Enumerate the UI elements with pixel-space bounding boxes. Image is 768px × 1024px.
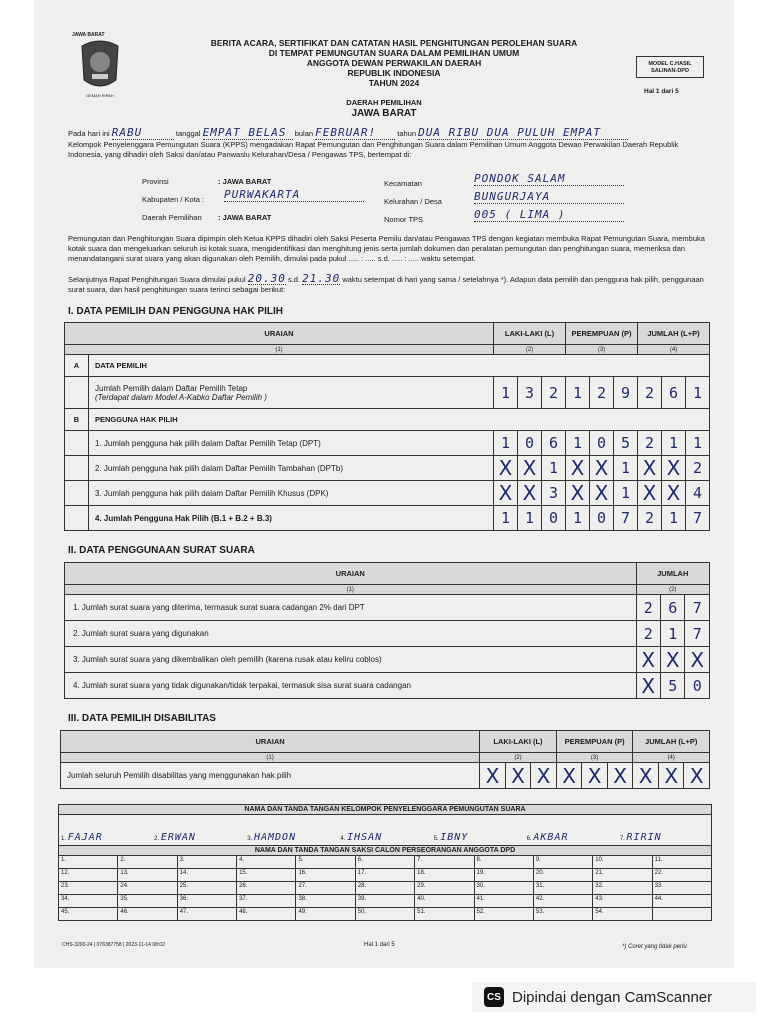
saksi-cell (237, 895, 296, 908)
s1-num-1: (1) (65, 345, 494, 355)
p2-start: Selanjutnya Rapat Penghitungan Suara dimulai pukul (68, 275, 246, 284)
saksi-number: 49. (298, 909, 307, 915)
dpt-digit: 9 (614, 377, 638, 409)
section-1-table (64, 322, 710, 531)
header-line-3: ANGGOTA DEWAN PERWAKILAN DAERAH (306, 58, 482, 68)
saksi-cell (593, 882, 652, 895)
s3-row-label: Jumlah seluruh Pemilih disabilitas yang menggunakan hak pilih (61, 763, 480, 789)
s3-digit: X (505, 763, 531, 789)
b2-digit: 2 (686, 456, 710, 481)
s1-col-uraian: URAIAN (65, 323, 494, 345)
s2-num-1: (1) (65, 585, 637, 595)
s2-col-uraian: URAIAN (65, 563, 637, 585)
kpps-signature-6 (525, 830, 618, 845)
dpt-digit: 6 (662, 377, 686, 409)
saksi-number: 14. (179, 870, 189, 876)
saksi-cell (59, 895, 118, 908)
saksi-cell (474, 895, 533, 908)
header-line-5: TAHUN 2024 (368, 78, 420, 88)
saksi-number: 9. (535, 857, 541, 863)
s2-row-4-label: 4. Jumlah surat suara yang tidak digunakan/tidak terpakai, termasuk sisa surat suara cadangan (65, 673, 637, 699)
footer-code: CHS-3200-24 | 076387758 | 2023-11-14 08:02 (62, 942, 165, 948)
daerah-value: : JAWA BARAT (218, 213, 272, 222)
kpps-signature-7 (618, 830, 711, 845)
saksi-number: 22. (654, 870, 663, 876)
saksi-cell (237, 908, 296, 921)
saksi-number: 5. (298, 857, 304, 863)
kpps-signatures (59, 815, 711, 845)
s2-row-4-digit: 5 (661, 673, 685, 699)
daerah-pemilihan-value: JAWA BARAT (351, 108, 417, 119)
saksi-cell (177, 869, 236, 882)
saksi-cell (296, 882, 355, 895)
p2-end: waktu setempat di hari yang sama / setelahnya *). Adapun data pemilih dan pengguna hak pilih, penggunaan surat suara, dan hasil penghitungan suara terinci sebagai berikut: (68, 275, 704, 294)
kpps-no: 7. (619, 836, 625, 842)
pada-hari-ini-label: Pada hari ini (68, 129, 110, 138)
kpps-no: 5. (433, 836, 439, 842)
b2-digit: X (590, 456, 614, 481)
kpps-no: 2. (154, 836, 160, 842)
saksi-number: 16. (298, 870, 307, 876)
logo-subtext: GEMAH RIPAH (86, 93, 114, 98)
model-box: MODEL C.HASIL SALINAN-DPD (636, 56, 704, 78)
b1-digit: 1 (686, 431, 710, 456)
kpps-signature-2 (152, 830, 245, 845)
saksi-number: 6. (357, 857, 363, 863)
saksi-number: 31. (535, 883, 545, 889)
b1-digit: 1 (566, 431, 590, 456)
dpt-label: Jumlah Pemilih dalam Daftar Pemilih Tetap (95, 383, 248, 393)
saksi-cell (533, 856, 592, 869)
s1-col-jumlah: JUMLAH (L+P) (638, 323, 710, 345)
saksi-cell (355, 882, 414, 895)
camscanner-watermark (472, 982, 756, 1012)
dpt-digit: 1 (566, 377, 590, 409)
saksi-cell (415, 869, 474, 882)
s3-digit: X (480, 763, 506, 789)
s3-digit: X (658, 763, 684, 789)
saksi-number: 8. (476, 857, 482, 863)
s1-b-label: B (65, 409, 89, 431)
s3-col-jumlah: JUMLAH (L+P) (633, 731, 710, 753)
b2-digit: X (638, 456, 662, 481)
saksi-number: 43. (595, 896, 604, 902)
saksi-cell (177, 895, 236, 908)
saksi-cell (415, 895, 474, 908)
saksi-cell (355, 908, 414, 921)
camscanner-text: Dipindai dengan CamScanner (512, 988, 713, 1006)
saksi-number: 45. (61, 909, 70, 915)
saksi-cell (296, 895, 355, 908)
s2-row-2-label: 2. Jumlah surat suara yang digunakan (65, 621, 637, 647)
b2-digit: X (494, 456, 518, 481)
saksi-number: 32. (595, 883, 604, 889)
s2-row-3-label: 3. Jumlah surat suara yang dikembalikan oleh pemilih (karena rusak atau keliru coblos) (65, 647, 637, 673)
saksi-cell (652, 895, 711, 908)
section-1-title: I. DATA PEMILIH DAN PENGGUNA HAK PILIH (68, 306, 283, 317)
bulan-label: bulan (294, 129, 314, 138)
dpt-digit: 1 (686, 377, 710, 409)
saksi-number: 12. (61, 870, 70, 876)
tps-value: 005 ( LIMA ) (474, 208, 624, 222)
kpps-name: IBNY (440, 832, 469, 843)
tahun-value: DUA RIBU DUA PULUH EMPAT (418, 126, 628, 140)
footer-page: Hal 1 dari 5 (364, 942, 395, 948)
b4-digit: 1 (566, 506, 590, 531)
s3-col-perempuan: PEREMPUAN (P) (556, 731, 633, 753)
saksi-number: 10. (595, 857, 604, 863)
s3-num-3: (3) (556, 753, 633, 763)
page-indicator: Hal 1 dari 5 (644, 88, 679, 95)
s3-digit: X (582, 763, 608, 789)
s2-row-3-digit: X (636, 647, 660, 673)
provinsi-label: Provinsi (142, 177, 169, 186)
saksi-number: 27. (298, 883, 307, 889)
body-paragraph-2 (68, 274, 708, 295)
document-header (184, 38, 604, 88)
saksi-cell (474, 869, 533, 882)
kelurahan-label: Kelurahan / Desa (384, 197, 442, 206)
saksi-number: 53. (535, 909, 545, 915)
saksi-cell (59, 908, 118, 921)
saksi-number: 47. (179, 909, 189, 915)
saksi-number: 26. (239, 883, 248, 889)
kabupaten-value: PURWAKARTA (224, 188, 364, 202)
saksi-number: 44. (654, 896, 663, 902)
b4-digit: 1 (662, 506, 686, 531)
saksi-number: 2. (120, 857, 126, 863)
s1-b-title: PENGGUNA HAK PILIH (89, 409, 710, 431)
document-sheet (34, 0, 734, 968)
saksi-cell (474, 882, 533, 895)
footer-note: *) Coret yang tidak perlu (622, 944, 687, 950)
time-end: 21.30 (302, 272, 341, 285)
daerah-label: Daerah Pemilihan (142, 213, 202, 222)
kpps-name: IHSAN (347, 832, 383, 843)
saksi-number: 28. (357, 883, 367, 889)
intro-paragraph: Kelompok Penyelenggara Pemungutan Suara (KPPS) mengadakan Rapat Pemungutan dan Penghitungan Suara dalam Pemilihan Umum Anggota Dewan Perwakilan Daerah Republik Indonesia, yang dihadiri oleh Saksi dan/atau Panwaslu Kelurahan/Desa / Pengawas TPS, bertempat di: (68, 140, 679, 159)
dpt-digit: 2 (590, 377, 614, 409)
saksi-number: 23. (61, 883, 70, 889)
dpt-label-cell (89, 377, 494, 409)
saksi-cell (118, 869, 177, 882)
s3-digit: X (607, 763, 633, 789)
kpps-no: 1. (61, 836, 67, 842)
b3-digit: X (662, 481, 686, 506)
kelurahan-value: BUNGURJAYA (474, 190, 624, 204)
b3-digit: X (494, 481, 518, 506)
jawa-barat-emblem-icon (78, 36, 122, 94)
saksi-number: 29. (417, 883, 426, 889)
kpps-signature-4 (338, 830, 431, 845)
saksi-number: 35. (120, 896, 129, 902)
saksi-number: 25. (179, 883, 189, 889)
camscanner-icon: CS (484, 987, 504, 1007)
kpps-signature-3 (245, 830, 338, 845)
section-3-table (60, 730, 710, 789)
b4-label: 4. Jumlah Pengguna Hak Pilih (B.1 + B.2 + B.3) (89, 506, 494, 531)
saksi-cell (593, 856, 652, 869)
s1-col-perempuan: PEREMPUAN (P) (566, 323, 638, 345)
saksi-number: 36. (179, 896, 189, 902)
saksi-number: 48. (239, 909, 248, 915)
kabupaten-label: Kabupaten / Kota : (142, 195, 205, 204)
saksi-number: 39. (357, 896, 367, 902)
saksi-cell (415, 856, 474, 869)
b4-digit: 7 (686, 506, 710, 531)
s2-row-2-digit: 2 (636, 621, 660, 647)
s1-col-laki: LAKI-LAKI (L) (494, 323, 566, 345)
kpps-name: RIRIN (626, 832, 662, 843)
kpps-title: NAMA DAN TANDA TANGAN KELOMPOK PENYELENGGARA PEMUNGUTAN SUARA (59, 805, 712, 815)
s3-digit: X (531, 763, 557, 789)
s1-num-4: (4) (638, 345, 710, 355)
dpt-sub: (Terdapat dalam Model A-Kabko Daftar Pemilih ) (95, 392, 267, 402)
kpps-name: HAMDON (253, 832, 297, 843)
saksi-number: 46. (120, 909, 129, 915)
saksi-cell (533, 895, 592, 908)
s1-a-title: DATA PEMILIH (89, 355, 710, 377)
saksi-cell (652, 856, 711, 869)
b4-digit: 0 (590, 506, 614, 531)
header-line-4: REPUBLIK INDONESIA (347, 68, 441, 78)
saksi-number: 40. (417, 896, 426, 902)
s3-digit: X (633, 763, 659, 789)
saksi-number: 50. (357, 909, 367, 915)
bulan-value: FEBRUAR! (315, 126, 395, 140)
kpps-no: 6. (526, 836, 532, 842)
tanggal-value: EMPAT BELAS (203, 126, 293, 140)
b2-digit: X (566, 456, 590, 481)
saksi-number: 3. (179, 857, 185, 863)
saksi-cell (355, 895, 414, 908)
saksi-cell (593, 869, 652, 882)
saksi-cell (59, 856, 118, 869)
saksi-number: 17. (357, 870, 367, 876)
b4-digit: 1 (494, 506, 518, 531)
saksi-number: 38. (298, 896, 307, 902)
saksi-number: 54. (595, 909, 604, 915)
b3-digit: X (638, 481, 662, 506)
b1-digit: 0 (590, 431, 614, 456)
s1-num-2: (2) (494, 345, 566, 355)
kecamatan-value: PONDOK SALAM (474, 172, 624, 186)
b3-digit: X (566, 481, 590, 506)
saksi-grid (59, 856, 712, 921)
b3-digit: X (518, 481, 542, 506)
dpt-digit: 2 (542, 377, 566, 409)
kpps-signature-5 (432, 830, 525, 845)
saksi-cell (237, 869, 296, 882)
s2-row-2-digit: 1 (661, 621, 685, 647)
saksi-number: 18. (417, 870, 426, 876)
tanggal-label: tanggal (175, 129, 201, 138)
time-start: 20.30 (247, 272, 286, 285)
saksi-cell (296, 856, 355, 869)
body-paragraph-1: Pemungutan dan Penghitungan Suara dipimpin oleh Ketua KPPS dihadiri oleh Saksi Peserta Pemilu dan/atau Pengawas TPS dengan kegiatan membuka Rapat Pemungutan Suara, membuka kotak suara dan mengeluarkan seluruh isi kotak suara, mengidentifikasi dan menghitung jenis serta jumlah dokumen dan peralatan pemungutan dan penghitungan suara, memeriksa dan menandatangani surat suara yang akan digunakan oleh Pemilih, dimulai pada pukul ..... : ..... s.d. ..... : ..... waktu setempat. (68, 234, 705, 263)
saksi-number: 51. (417, 909, 426, 915)
b2-digit: X (518, 456, 542, 481)
s2-col-jumlah: JUMLAH (636, 563, 709, 585)
tps-label: Nomor TPS (384, 215, 424, 224)
s3-col-uraian: URAIAN (61, 731, 480, 753)
s1-a-label: A (65, 355, 89, 377)
saksi-cell (593, 895, 652, 908)
saksi-cell (296, 869, 355, 882)
saksi-cell (533, 869, 592, 882)
b2-digit: 1 (542, 456, 566, 481)
kpps-no: 4. (340, 836, 346, 842)
saksi-number: 20. (535, 870, 545, 876)
saksi-number: 19. (476, 870, 485, 876)
saksi-cell (118, 895, 177, 908)
saksi-cell (652, 882, 711, 895)
saksi-number: 21. (595, 870, 604, 876)
saksi-cell (652, 869, 711, 882)
dpt-digit: 1 (494, 377, 518, 409)
saksi-cell (415, 908, 474, 921)
s2-row-1-digit: 7 (685, 595, 710, 621)
s2-row-4-digit: X (636, 673, 660, 699)
tahun-label: tahun (397, 129, 417, 138)
b1-digit: 0 (518, 431, 542, 456)
b4-digit: 0 (542, 506, 566, 531)
dpt-digit: 3 (518, 377, 542, 409)
s3-num-2: (2) (480, 753, 557, 763)
b1-label: 1. Jumlah pengguna hak pilih dalam Daftar Pemilih Tetap (DPT) (89, 431, 494, 456)
saksi-cell (474, 908, 533, 921)
saksi-number: 42. (535, 896, 545, 902)
b2-digit: 1 (614, 456, 638, 481)
saksi-number: 33. (654, 883, 663, 889)
s3-num-4: (4) (633, 753, 710, 763)
b3-digit: 1 (614, 481, 638, 506)
s2-row-1-digit: 2 (636, 595, 660, 621)
header-line-2: DI TEMPAT PEMUNGUTAN SUARA DALAM PEMILIHAN UMUM (268, 48, 520, 58)
kpps-name: ERWAN (160, 832, 196, 843)
b2-digit: X (662, 456, 686, 481)
s3-digit: X (684, 763, 710, 789)
kpps-name: AKBAR (533, 832, 569, 843)
b4-digit: 1 (518, 506, 542, 531)
s3-num-1: (1) (61, 753, 480, 763)
hari-value: RABU (112, 126, 174, 140)
b1-digit: 1 (494, 431, 518, 456)
b4-digit: 2 (638, 506, 662, 531)
s3-digit: X (556, 763, 582, 789)
s2-row-1-digit: 6 (661, 595, 685, 621)
section-2-table (64, 562, 710, 699)
saksi-cell (355, 856, 414, 869)
saksi-number: 52. (476, 909, 485, 915)
b4-digit: 7 (614, 506, 638, 531)
saksi-cell (59, 882, 118, 895)
saksi-cell (415, 882, 474, 895)
section-3-title: III. DATA PEMILIH DISABILITAS (68, 713, 216, 724)
saksi-empty-cell (652, 908, 711, 921)
s3-col-laki: LAKI-LAKI (L) (480, 731, 557, 753)
b3-digit: X (590, 481, 614, 506)
saksi-cell (593, 908, 652, 921)
b3-label: 3. Jumlah pengguna hak pilih dalam Daftar Pemilih Khusus (DPK) (89, 481, 494, 506)
kpps-name: FAJAR (67, 832, 103, 843)
b1-digit: 2 (638, 431, 662, 456)
saksi-cell (533, 882, 592, 895)
saksi-cell (237, 882, 296, 895)
s2-num-2: (2) (636, 585, 709, 595)
saksi-cell (355, 869, 414, 882)
signature-table (58, 804, 712, 921)
saksi-cell (474, 856, 533, 869)
saksi-number: 1. (61, 857, 67, 863)
s2-row-3-digit: X (685, 647, 710, 673)
saksi-cell (177, 908, 236, 921)
kecamatan-label: Kecamatan (384, 179, 422, 188)
s2-row-1-label: 1. Jumlah surat suara yang diterima, termasuk surat suara cadangan 2% dari DPT (65, 595, 637, 621)
s2-row-2-digit: 7 (685, 621, 710, 647)
b1-digit: 5 (614, 431, 638, 456)
saksi-cell (118, 908, 177, 921)
saksi-cell (177, 856, 236, 869)
saksi-cell (59, 869, 118, 882)
daerah-pemilihan-label: DAERAH PEMILIHAN (346, 98, 422, 107)
s2-row-3-digit: X (661, 647, 685, 673)
saksi-number: 41. (476, 896, 485, 902)
saksi-number: 11. (654, 857, 663, 863)
saksi-cell (533, 908, 592, 921)
b3-digit: 4 (686, 481, 710, 506)
dpt-digit: 2 (638, 377, 662, 409)
saksi-number: 15. (239, 870, 248, 876)
saksi-title: NAMA DAN TANDA TANGAN SAKSI CALON PERSEORANGAN ANGGOTA DPD (59, 846, 712, 856)
saksi-number: 13. (120, 870, 129, 876)
saksi-number: 24. (120, 883, 129, 889)
saksi-number: 7. (417, 857, 423, 863)
saksi-cell (237, 856, 296, 869)
saksi-cell (118, 882, 177, 895)
logo-text: JAWA BARAT (72, 32, 105, 38)
saksi-cell (177, 882, 236, 895)
header-line-1: BERITA ACARA, SERTIFIKAT DAN CATATAN HASIL PENGHITUNGAN PEROLEHAN SUARA (210, 38, 578, 48)
section-2-title: II. DATA PENGGUNAAN SURAT SUARA (68, 545, 255, 556)
sd-label: s.d. (287, 275, 301, 284)
s2-row-4-digit: 0 (685, 673, 710, 699)
saksi-number: 30. (476, 883, 485, 889)
saksi-number: 4. (239, 857, 245, 863)
saksi-cell (118, 856, 177, 869)
b2-label: 2. Jumlah pengguna hak pilih dalam Daftar Pemilih Tambahan (DPTb) (89, 456, 494, 481)
provinsi-value: : JAWA BARAT (218, 177, 272, 186)
saksi-cell (296, 908, 355, 921)
b3-digit: 3 (542, 481, 566, 506)
kpps-no: 3. (247, 836, 253, 842)
b1-digit: 1 (662, 431, 686, 456)
s1-num-3: (3) (566, 345, 638, 355)
b1-digit: 6 (542, 431, 566, 456)
saksi-number: 37. (239, 896, 248, 902)
intro-date-line (68, 126, 628, 140)
saksi-number: 34. (61, 896, 70, 902)
kpps-signature-1 (59, 830, 152, 845)
